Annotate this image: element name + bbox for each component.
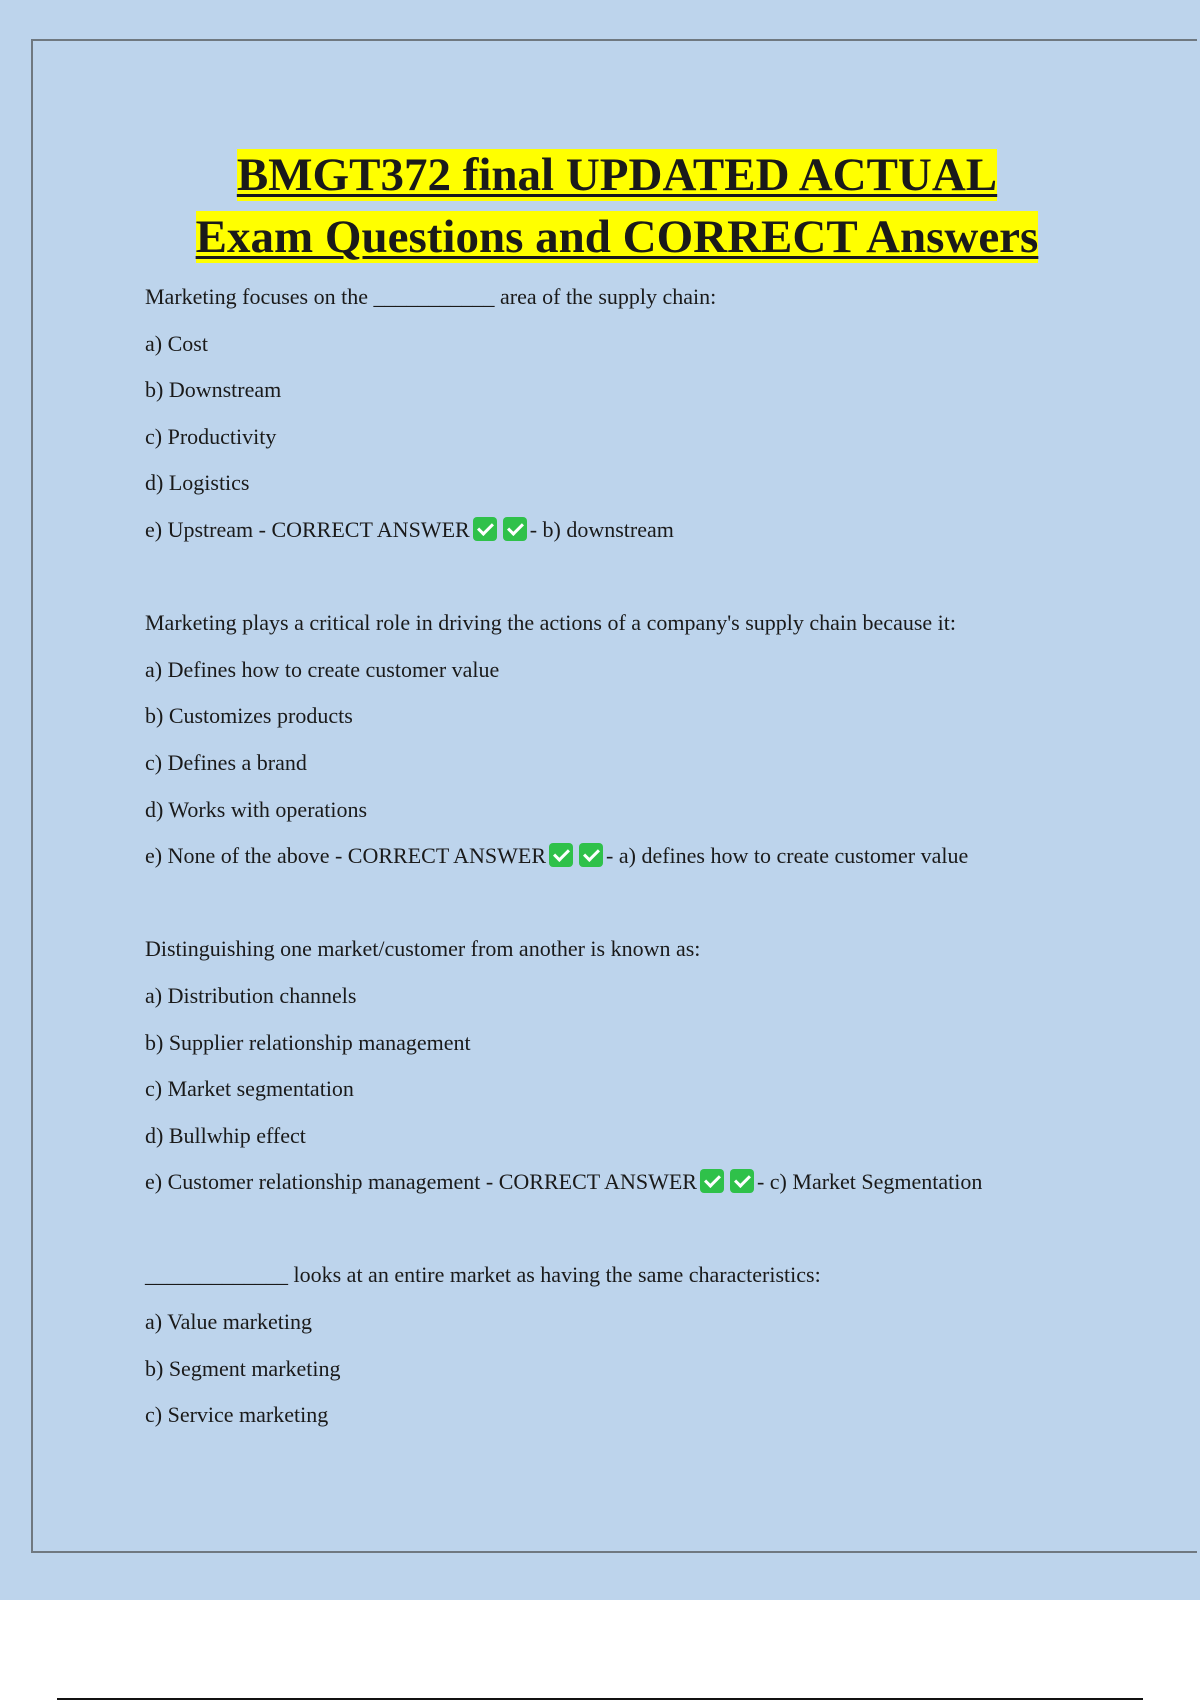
option: c) Service marketing: [145, 1402, 329, 1428]
check-mark-icon: [473, 517, 497, 541]
option: e) Customer relationship management - CORRECT ANSWER: [145, 1169, 697, 1195]
option: e) Upstream - CORRECT ANSWER: [145, 516, 470, 542]
option: e) None of the above - CORRECT ANSWER: [145, 843, 547, 869]
option: b) Supplier relationship management: [145, 1029, 471, 1055]
check-mark-icon: [700, 1169, 724, 1193]
answer-line: [145, 1165, 1145, 1212]
option: b) Downstream: [145, 377, 282, 403]
correct-answer: - b) downstream: [529, 516, 674, 542]
option: a) Value marketing: [145, 1309, 312, 1335]
option: b) Customizes products: [145, 703, 353, 729]
question-prompt: _____________ looks at an entire market as having the same characteristics:: [145, 1262, 821, 1288]
title-line-2: Exam Questions and CORRECT Answers: [195, 211, 1039, 263]
option: d) Bullwhip effect: [145, 1122, 306, 1148]
check-mark-icon: [730, 1169, 754, 1193]
option: a) Defines how to create customer value: [145, 656, 500, 682]
correct-answer: - a) defines how to create customer value: [606, 843, 969, 869]
title-line-1: BMGT372 final UPDATED ACTUAL: [236, 149, 998, 201]
option: c) Defines a brand: [145, 749, 307, 775]
answer-line: [145, 513, 1145, 560]
option: b) Segment marketing: [145, 1355, 341, 1381]
option: a) Cost: [145, 330, 208, 356]
option: c) Market segmentation: [145, 1076, 354, 1102]
document-title: [0, 144, 1200, 268]
check-mark-icon: [503, 517, 527, 541]
correct-answer: - c) Market Segmentation: [756, 1169, 983, 1195]
option: a) Distribution channels: [145, 982, 357, 1008]
option: c) Productivity: [145, 423, 277, 449]
question-list: [145, 280, 1145, 1445]
question-prompt: Distinguishing one market/customer from another is known as:: [145, 936, 701, 962]
check-mark-icon: [549, 843, 573, 867]
question-prompt: Marketing focuses on the ___________ area of the supply chain:: [145, 284, 717, 309]
question-prompt: Marketing plays a critical role in driving the actions of a company's supply chain because it:: [145, 610, 957, 636]
check-mark-icon: [579, 843, 603, 867]
answer-line: [145, 839, 1145, 886]
option: d) Works with operations: [145, 796, 368, 822]
option: d) Logistics: [145, 470, 250, 496]
